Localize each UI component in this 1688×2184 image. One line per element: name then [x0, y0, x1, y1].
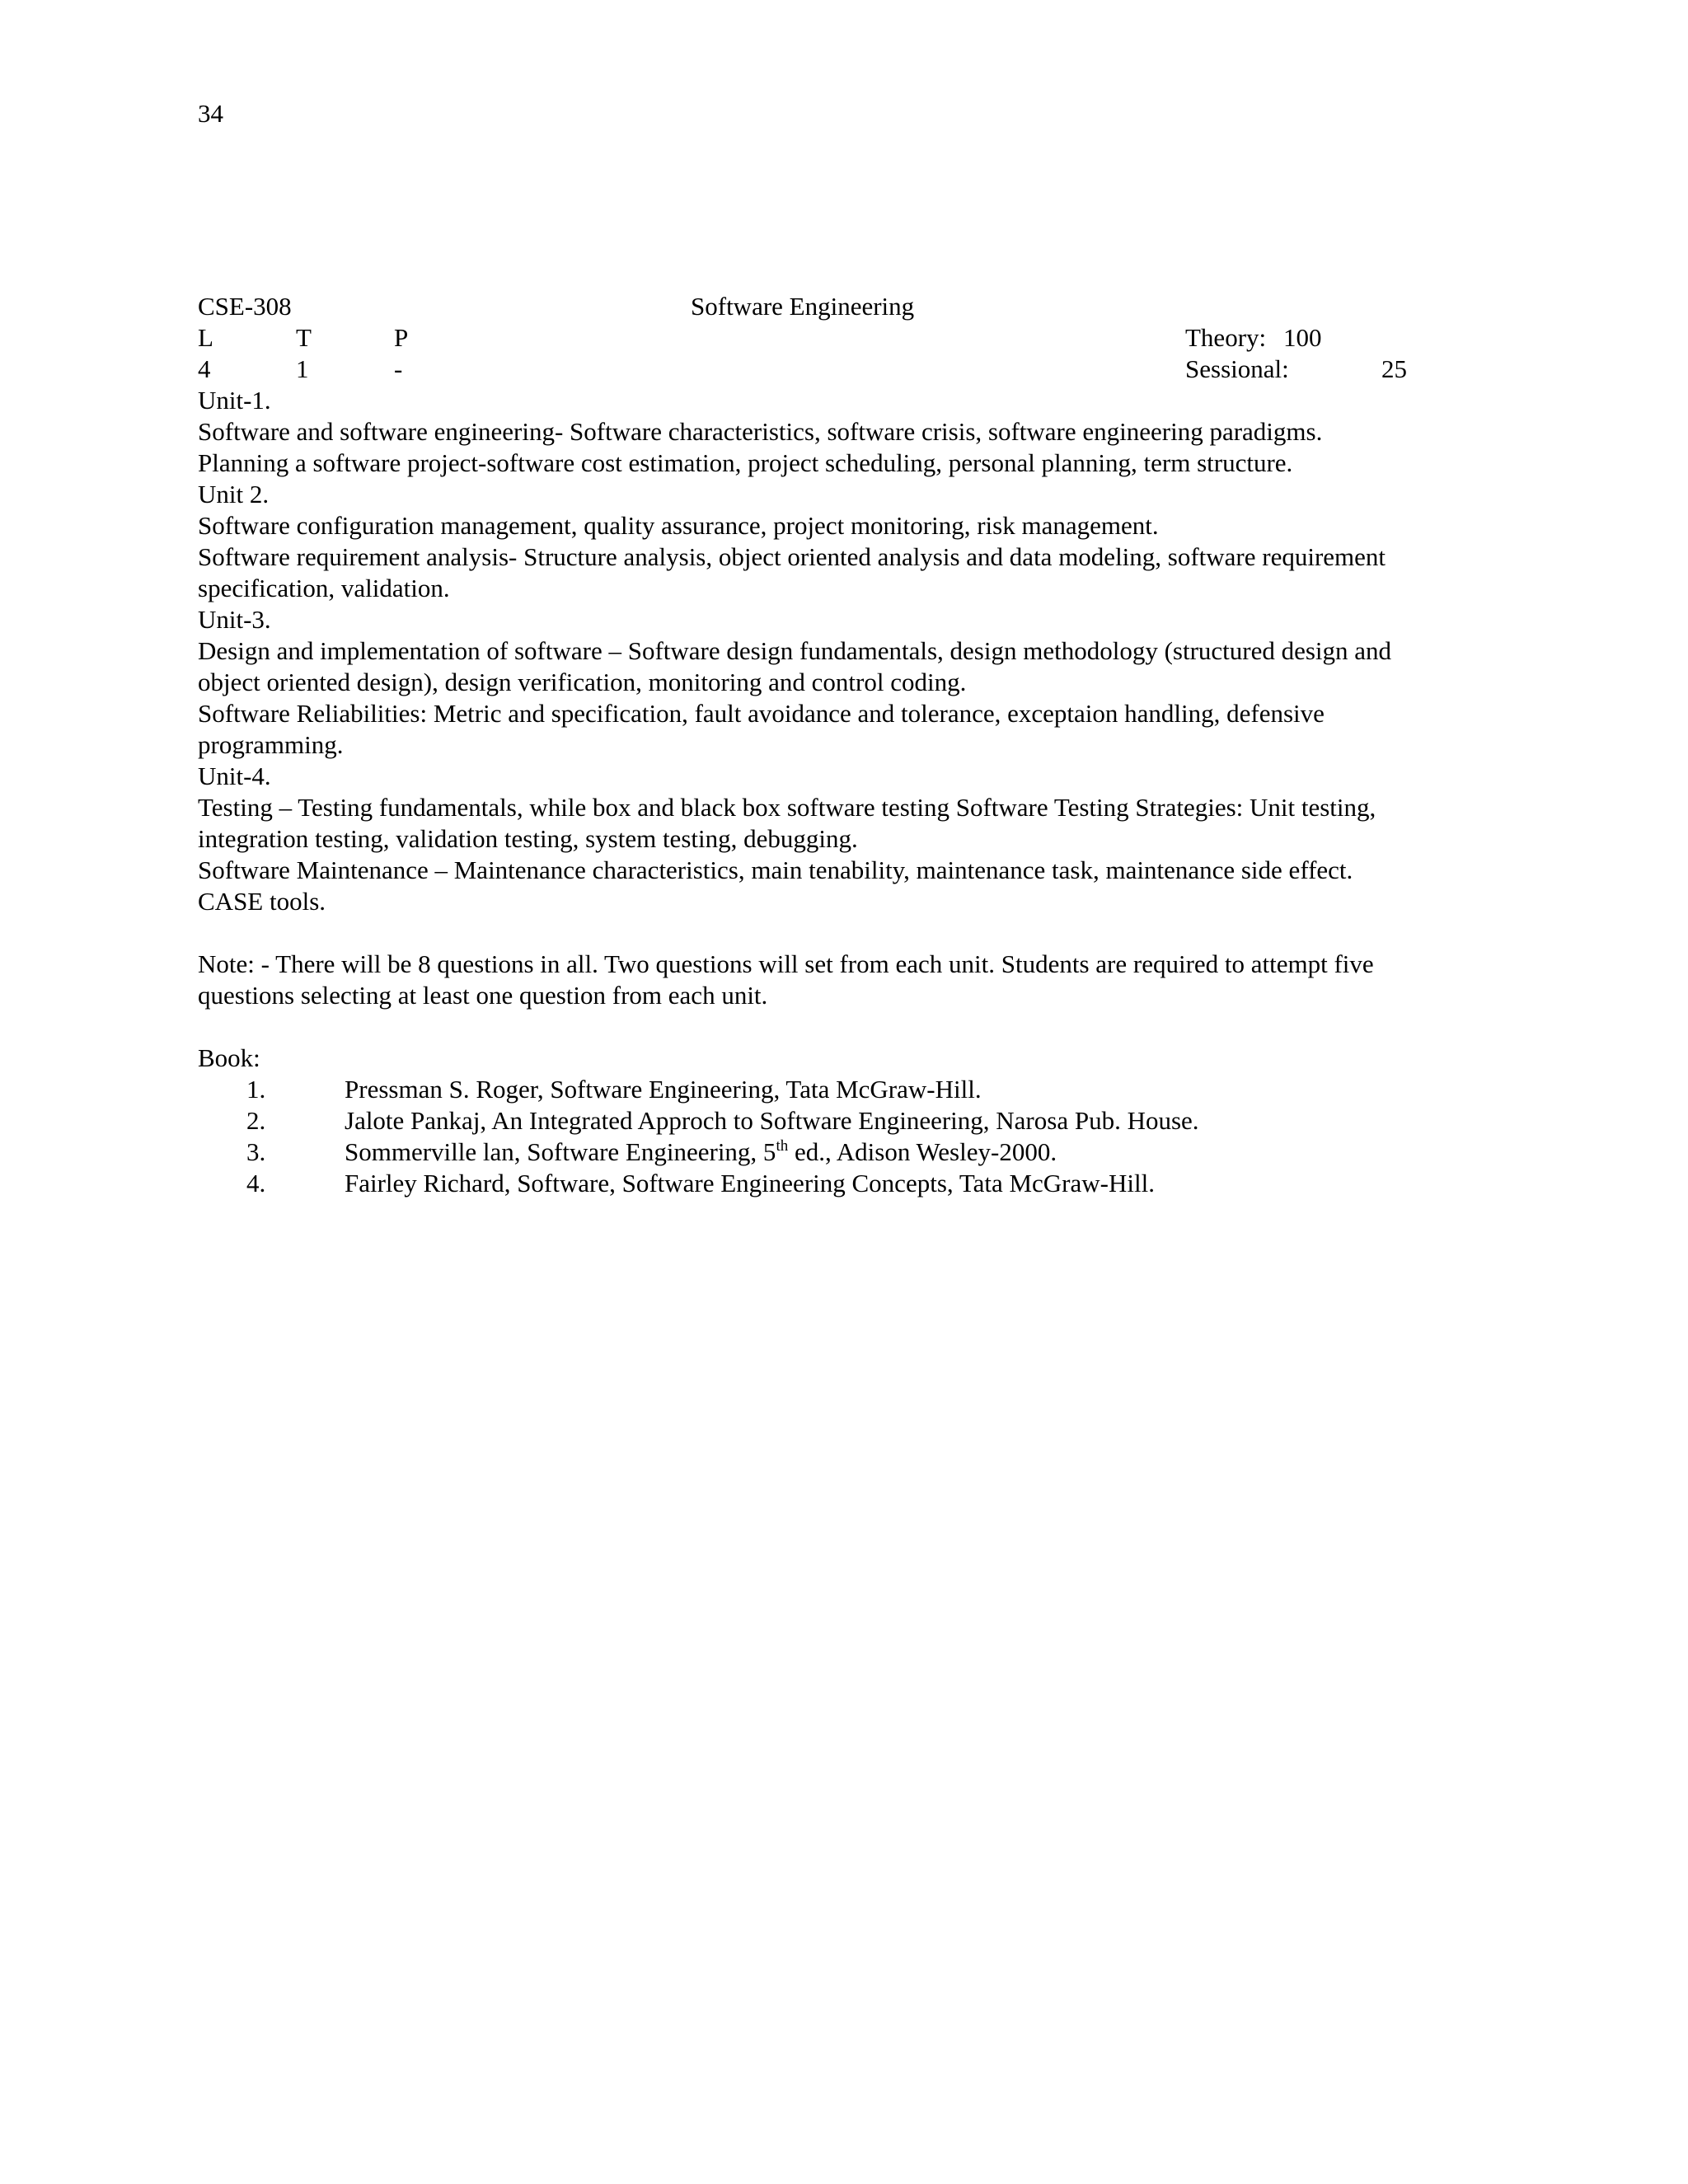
- book-number: 3.: [246, 1137, 266, 1166]
- sessional-label: Sessional:: [1185, 354, 1289, 383]
- books-heading: Book:: [198, 1043, 260, 1072]
- syllabus-line: Software Reliabilities: Metric and specification, fault avoidance and tolerance, exceptaion handling, defensive: [198, 699, 1325, 728]
- book-entry: Pressman S. Roger, Software Engineering, Tata McGraw-Hill.: [345, 1075, 982, 1104]
- syllabus-line: integration testing, validation testing, system testing, debugging.: [198, 824, 858, 853]
- ltp-value-p: -: [394, 354, 403, 383]
- book-entry: [345, 1139, 1057, 1165]
- page-number: 34: [198, 99, 223, 128]
- syllabus-line: CASE tools.: [198, 887, 326, 916]
- book-entry: Jalote Pankaj, An Integrated Approch to Software Engineering, Narosa Pub. House.: [345, 1106, 1199, 1135]
- course-title: Software Engineering: [691, 292, 915, 321]
- book-entry-text: ed., Adison Wesley-2000.: [788, 1137, 1057, 1166]
- book-number: 1.: [246, 1075, 266, 1104]
- sessional-value: 25: [1381, 354, 1407, 383]
- syllabus-line: Testing – Testing fundamentals, while box and black box software testing Software Testing Strategies: Unit testing,: [198, 793, 1376, 822]
- theory-label: Theory:: [1185, 323, 1267, 352]
- book-entry-superscript: th: [776, 1137, 789, 1155]
- syllabus-line: Software and software engineering- Software characteristics, software crisis, software engineering paradigms.: [198, 417, 1323, 446]
- ltp-header-t: T: [296, 323, 312, 352]
- syllabus-line: Software Maintenance – Maintenance characteristics, main tenability, maintenance task, maintenance side effect.: [198, 855, 1353, 884]
- book-number: 2.: [246, 1106, 266, 1135]
- ltp-header-p: P: [394, 323, 409, 352]
- syllabus-line: specification, validation.: [198, 574, 450, 602]
- unit-1-heading: Unit-1.: [198, 386, 271, 415]
- syllabus-line: Planning a software project-software cost estimation, project scheduling, personal planning, term structure.: [198, 448, 1293, 477]
- ltp-header-l: L: [198, 323, 213, 352]
- syllabus-line: object oriented design), design verification, monitoring and control coding.: [198, 668, 967, 696]
- book-entry-text: Sommerville lan, Software Engineering, 5: [345, 1137, 776, 1166]
- book-entry: Fairley Richard, Software, Software Engineering Concepts, Tata McGraw-Hill.: [345, 1169, 1155, 1197]
- syllabus-line: Software requirement analysis- Structure analysis, object oriented analysis and data modeling, software requirement: [198, 542, 1386, 571]
- syllabus-line: Design and implementation of software – Software design fundamentals, design methodology (structured design and: [198, 636, 1392, 665]
- unit-3-heading: Unit-3.: [198, 605, 271, 634]
- ltp-value-t: 1: [296, 354, 309, 383]
- unit-2-heading: Unit 2.: [198, 480, 270, 509]
- course-code: CSE-308: [198, 292, 292, 321]
- book-number: 4.: [246, 1169, 266, 1197]
- note-line: Note: - There will be 8 questions in all. Two questions will set from each unit. Students are required to attempt five: [198, 949, 1374, 978]
- unit-4-heading: Unit-4.: [198, 762, 271, 790]
- ltp-value-l: 4: [198, 354, 211, 383]
- note-line: questions selecting at least one question from each unit.: [198, 981, 768, 1010]
- syllabus-line: Software configuration management, quality assurance, project monitoring, risk management.: [198, 511, 1159, 540]
- syllabus-line: programming.: [198, 730, 344, 759]
- theory-value: 100: [1283, 323, 1322, 352]
